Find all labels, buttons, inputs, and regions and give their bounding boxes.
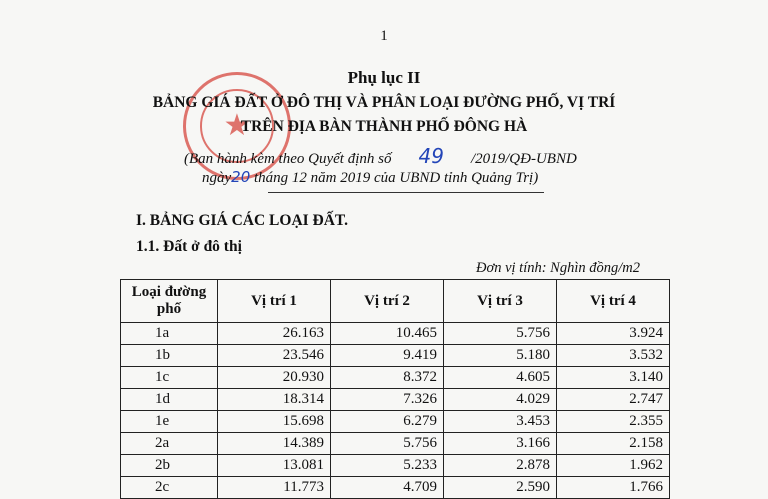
divider-line <box>268 192 544 193</box>
price-cell: 2.747 <box>557 389 670 411</box>
price-cell: 7.326 <box>331 389 444 411</box>
price-cell: 13.081 <box>218 455 331 477</box>
price-cell: 1.766 <box>557 477 670 499</box>
subsection-title: 1.1. Đất ở đô thị <box>136 238 242 255</box>
price-cell: 2.590 <box>444 477 557 499</box>
decision-number-handwritten: 49 <box>418 144 444 168</box>
price-cell: 6.279 <box>331 411 444 433</box>
price-cell: 26.163 <box>218 323 331 345</box>
table-row <box>121 367 670 389</box>
price-cell: 3.166 <box>444 433 557 455</box>
street-type-cell: 1a <box>121 323 218 345</box>
column-header: Vị trí 4 <box>557 280 670 323</box>
street-type-cell: 1b <box>121 345 218 367</box>
issuance-prefix: (Ban hành kèm theo Quyết định số <box>184 151 392 167</box>
table-row <box>121 433 670 455</box>
price-cell: 18.314 <box>218 389 331 411</box>
column-header: Loại đường phố <box>121 280 218 323</box>
appendix-label: Phụ lục II <box>347 68 421 87</box>
price-cell: 3.140 <box>557 367 670 389</box>
street-type-cell: 2c <box>121 477 218 499</box>
table-row <box>121 389 670 411</box>
price-cell: 10.465 <box>331 323 444 345</box>
street-type-cell: 1c <box>121 367 218 389</box>
price-cell: 5.756 <box>444 323 557 345</box>
issuance-suffix: /2019/QĐ-UBND <box>470 151 577 167</box>
seal-star-icon: ★ <box>223 109 251 142</box>
price-cell: 5.756 <box>331 433 444 455</box>
price-cell: 4.605 <box>444 367 557 389</box>
price-cell: 1.962 <box>557 455 670 477</box>
column-header: Vị trí 3 <box>444 280 557 323</box>
price-cell: 2.158 <box>557 433 670 455</box>
price-cell: 2.878 <box>444 455 557 477</box>
price-cell: 3.924 <box>557 323 670 345</box>
table-row <box>121 411 670 433</box>
section-title: I. BẢNG GIÁ CÁC LOẠI ĐẤT. <box>136 212 348 229</box>
price-cell: 8.372 <box>331 367 444 389</box>
land-price-table <box>120 279 670 499</box>
price-cell: 14.389 <box>218 433 331 455</box>
price-cell: 5.180 <box>444 345 557 367</box>
price-cell: 2.355 <box>557 411 670 433</box>
column-header: Vị trí 2 <box>331 280 444 323</box>
day-handwritten: 20 <box>231 168 251 186</box>
table-header-row <box>121 280 670 323</box>
table-row <box>121 455 670 477</box>
price-cell: 23.546 <box>218 345 331 367</box>
table-row <box>121 477 670 499</box>
street-type-cell: 1e <box>121 411 218 433</box>
street-type-cell: 1d <box>121 389 218 411</box>
table-row <box>121 345 670 367</box>
price-cell: 3.453 <box>444 411 557 433</box>
document-title-line-1: BẢNG GIÁ ĐẤT Ở ĐÔ THỊ VÀ PHÂN LOẠI ĐƯỜNG PHỐ, VỊ TRÍ <box>152 94 616 111</box>
unit-note: Đơn vị tính: Nghìn đồng/m2 <box>476 260 641 276</box>
issuance-line-1 <box>184 144 624 168</box>
date-suffix: tháng 12 năm 2019 của UBND tỉnh Quảng Trị) <box>254 170 539 186</box>
table-row <box>121 323 670 345</box>
price-cell: 11.773 <box>218 477 331 499</box>
price-cell: 5.233 <box>331 455 444 477</box>
column-header: Vị trí 1 <box>218 280 331 323</box>
street-type-cell: 2a <box>121 433 218 455</box>
price-cell: 4.029 <box>444 389 557 411</box>
issuance-line-2 <box>202 168 622 187</box>
price-cell: 4.709 <box>331 477 444 499</box>
table-body <box>121 323 670 499</box>
price-cell: 20.930 <box>218 367 331 389</box>
date-prefix: ngày <box>202 170 232 186</box>
price-cell: 15.698 <box>218 411 331 433</box>
price-cell: 9.419 <box>331 345 444 367</box>
page-number: 1 <box>380 28 388 44</box>
document-title-line-2: TRÊN ĐỊA BÀN THÀNH PHỐ ĐÔNG HÀ <box>240 118 528 135</box>
price-cell: 3.532 <box>557 345 670 367</box>
street-type-cell: 2b <box>121 455 218 477</box>
